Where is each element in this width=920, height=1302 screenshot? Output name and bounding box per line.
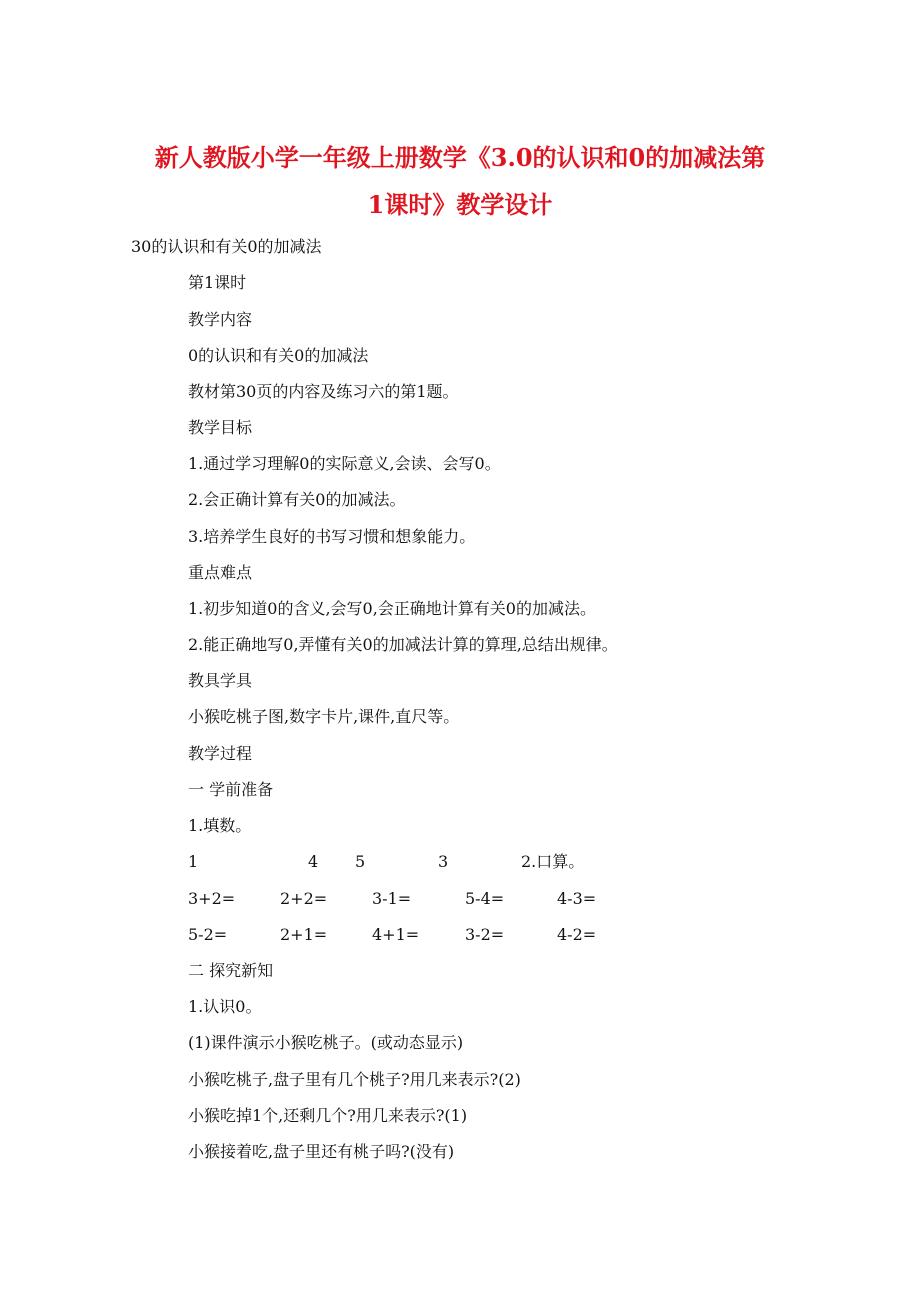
goal-item: 3.培养学生良好的书写习惯和想象能力。: [188, 527, 476, 546]
calc-item: 4-2=: [557, 925, 597, 944]
part-two-heading: 二 探究新知: [188, 961, 274, 980]
question-line: 小猴吃桃子,盘子里有几个桃子?用几来表示?(2): [188, 1070, 521, 1089]
key-point-item: 1.初步知道0的含义,会写0,会正确地计算有关0的加减法。: [188, 599, 596, 618]
goal-item: 1.通过学习理解0的实际意义,会读、会写0。: [188, 454, 501, 473]
know-zero-task: 1.认识0。: [188, 997, 262, 1016]
key-point-item: 2.能正确地写0,弄懂有关0的加减法计算的算理,总结出规律。: [188, 635, 618, 654]
calc-item: 3-1=: [372, 889, 412, 908]
question-line: 小猴接着吃,盘子里还有桃子吗?(没有): [188, 1142, 455, 1161]
fill-cell: 3: [438, 852, 449, 871]
calc-item: 5-2=: [188, 925, 228, 944]
topic-heading: 30的认识和有关0的加减法: [131, 237, 322, 256]
document-title-line-2: 1课时》教学设计: [367, 190, 553, 219]
part-one-heading: 一 学前准备: [188, 780, 274, 799]
content-line-1: 0的认识和有关0的加减法: [188, 346, 369, 365]
calc-item: 5-4=: [465, 889, 505, 908]
key-points-title: 重点难点: [188, 563, 253, 582]
fill-cell: 5: [355, 852, 366, 871]
calc-item: 4-3=: [557, 889, 597, 908]
calc-item: 2+2=: [280, 889, 328, 908]
calc-item: 3+2=: [188, 889, 236, 908]
goal-item: 2.会正确计算有关0的加减法。: [188, 490, 406, 509]
calc-item: 3-2=: [465, 925, 505, 944]
oral-calc-task: 2.口算。: [521, 852, 585, 871]
process-title: 教学过程: [188, 744, 253, 763]
goals-title: 教学目标: [188, 418, 253, 437]
content-title: 教学内容: [188, 310, 253, 329]
document-title-line-1: 新人教版小学一年级上册数学《3.0的认识和0的加减法第: [154, 143, 766, 172]
question-line: 小猴吃掉1个,还剩几个?用几来表示?(1): [188, 1106, 468, 1125]
fill-cell: 1: [188, 852, 199, 871]
demo-line: (1)课件演示小猴吃桃子。(或动态显示): [188, 1033, 464, 1052]
calc-item: 2+1=: [280, 925, 328, 944]
lesson-number: 第1课时: [188, 273, 247, 292]
tools-line: 小猴吃桃子图,数字卡片,课件,直尺等。: [188, 707, 460, 726]
fill-numbers-task: 1.填数。: [188, 816, 252, 835]
content-line-2: 教材第30页的内容及练习六的第1题。: [188, 382, 459, 401]
calc-item: 4+1=: [372, 925, 420, 944]
tools-title: 教具学具: [188, 671, 253, 690]
fill-cell: 4: [308, 852, 319, 871]
